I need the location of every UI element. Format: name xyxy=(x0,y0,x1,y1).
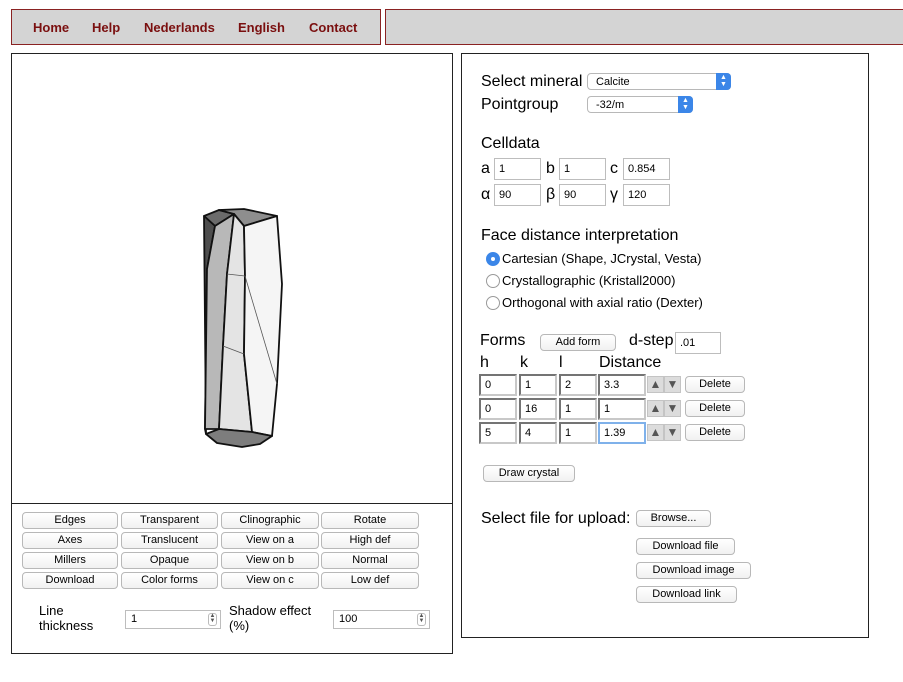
view-on-c-button[interactable]: View on c xyxy=(221,572,319,589)
radio-orthogonal-label[interactable]: Orthogonal with axial ratio (Dexter) xyxy=(502,295,703,310)
millers-button[interactable]: Millers xyxy=(22,552,118,569)
browse-button[interactable]: Browse... xyxy=(636,510,711,527)
delete-form-button[interactable]: Delete xyxy=(685,400,745,417)
cell-gamma-label: γ xyxy=(610,186,618,203)
pointgroup-label: Pointgroup xyxy=(481,96,559,113)
shadow-effect-value: 100 xyxy=(339,613,358,625)
download-link-button[interactable]: Download link xyxy=(636,586,737,603)
rotate-button[interactable]: Rotate xyxy=(321,512,419,529)
form-l-input[interactable]: 1 xyxy=(559,398,597,420)
form-h-input[interactable]: 5 xyxy=(479,422,517,444)
d-step-input[interactable]: .01 xyxy=(675,332,721,354)
nav-english-link[interactable]: English xyxy=(238,20,285,35)
arrow-up-icon[interactable]: ▲ xyxy=(647,400,664,417)
cell-c-input[interactable]: 0.854 xyxy=(623,158,670,180)
opaque-button[interactable]: Opaque xyxy=(121,552,218,569)
radio-orthogonal[interactable] xyxy=(486,296,500,310)
cell-c-label: c xyxy=(610,160,618,177)
forms-label: Forms xyxy=(480,332,526,349)
edges-button[interactable]: Edges xyxy=(22,512,118,529)
view-on-b-button[interactable]: View on b xyxy=(221,552,319,569)
cell-alpha-label: α xyxy=(481,186,491,203)
select-file-label: Select file for upload: xyxy=(481,510,631,527)
crystal-face xyxy=(244,216,282,436)
mineral-select[interactable] xyxy=(587,73,731,90)
download-image-button[interactable]: Download image xyxy=(636,562,751,579)
radio-crystallographic[interactable] xyxy=(486,274,500,288)
form-k-input[interactable]: 1 xyxy=(519,374,557,396)
normal-button[interactable]: Normal xyxy=(321,552,419,569)
arrow-down-icon[interactable]: ▼ xyxy=(664,400,681,417)
top-navigation-bar xyxy=(11,9,381,45)
pointgroup-select-value: -32/m xyxy=(596,99,625,111)
translucent-button[interactable]: Translucent xyxy=(121,532,218,549)
nav-home-link[interactable]: Home xyxy=(33,20,70,35)
face-distance-title: Face distance interpretation xyxy=(481,227,679,244)
form-h-input[interactable]: 0 xyxy=(479,374,517,396)
header-h: h xyxy=(480,354,489,371)
view-on-a-button[interactable]: View on a xyxy=(221,532,319,549)
header-distance: Distance xyxy=(599,354,662,371)
cell-beta-input[interactable]: 90 xyxy=(559,184,606,206)
crystal-drawing xyxy=(12,54,452,503)
spinner-icon[interactable]: ▲ ▼ xyxy=(209,613,216,624)
shadow-effect-label: Shadow effect xyxy=(229,603,312,618)
settings-panel xyxy=(461,53,869,638)
download-button[interactable]: Download xyxy=(22,572,118,589)
nav-contact-link[interactable]: Contact xyxy=(309,20,358,35)
form-distance-input[interactable]: 1.39 xyxy=(598,422,646,444)
form-distance-input[interactable]: 1 xyxy=(598,398,646,420)
cell-gamma-input[interactable]: 120 xyxy=(623,184,670,206)
cell-a-input[interactable]: 1 xyxy=(494,158,541,180)
high-def-button[interactable]: High def xyxy=(321,532,419,549)
celldata-title: Celldata xyxy=(481,135,540,152)
shadow-effect-label-2: (%) xyxy=(229,618,250,633)
radio-cartesian[interactable] xyxy=(486,252,500,266)
arrow-up-icon[interactable]: ▲ xyxy=(647,376,664,393)
form-k-input[interactable]: 16 xyxy=(519,398,557,420)
crystal-viewer-canvas[interactable] xyxy=(11,53,453,504)
color-forms-button[interactable]: Color forms xyxy=(121,572,218,589)
top-bar-right xyxy=(385,9,903,45)
select-mineral-label: Select mineral xyxy=(481,73,583,90)
form-distance-input[interactable]: 3.3 xyxy=(598,374,646,396)
form-k-input[interactable]: 4 xyxy=(519,422,557,444)
arrow-down-icon[interactable]: ▼ xyxy=(664,376,681,393)
cell-alpha-input[interactable]: 90 xyxy=(494,184,541,206)
low-def-button[interactable]: Low def xyxy=(321,572,419,589)
delete-form-button[interactable]: Delete xyxy=(685,376,745,393)
line-thickness-value: 1 xyxy=(131,613,138,625)
cell-beta-label: β xyxy=(546,186,556,203)
transparent-button[interactable]: Transparent xyxy=(121,512,218,529)
clinographic-button[interactable]: Clinographic xyxy=(221,512,319,529)
draw-crystal-button[interactable]: Draw crystal xyxy=(483,465,575,482)
axes-button[interactable]: Axes xyxy=(22,532,118,549)
line-thickness-input[interactable] xyxy=(125,610,221,629)
d-step-label: d-step xyxy=(629,332,674,349)
shadow-effect-input[interactable] xyxy=(333,610,430,629)
viewer-controls-panel xyxy=(11,503,453,654)
line-thickness-label-2: thickness xyxy=(39,618,94,633)
header-k: k xyxy=(520,354,528,371)
header-l: l xyxy=(559,354,563,371)
line-thickness-label: Line xyxy=(39,603,64,618)
cell-b-label: b xyxy=(546,160,555,177)
form-h-input[interactable]: 0 xyxy=(479,398,517,420)
arrow-up-icon[interactable]: ▲ xyxy=(647,424,664,441)
nav-nederlands-link[interactable]: Nederlands xyxy=(144,20,215,35)
cell-b-input[interactable]: 1 xyxy=(559,158,606,180)
arrow-down-icon[interactable]: ▼ xyxy=(664,424,681,441)
add-form-button[interactable]: Add form xyxy=(540,334,616,351)
download-file-button[interactable]: Download file xyxy=(636,538,735,555)
select-updown-icon: ▲ ▼ xyxy=(678,96,693,113)
pointgroup-select[interactable] xyxy=(587,96,693,113)
form-l-input[interactable]: 1 xyxy=(559,422,597,444)
radio-crystallographic-label[interactable]: Crystallographic (Kristall2000) xyxy=(502,273,676,288)
radio-cartesian-label[interactable]: Cartesian (Shape, JCrystal, Vesta) xyxy=(502,251,702,266)
nav-help-link[interactable]: Help xyxy=(92,20,121,35)
form-l-input[interactable]: 2 xyxy=(559,374,597,396)
select-updown-icon: ▲ ▼ xyxy=(716,73,731,90)
delete-form-button[interactable]: Delete xyxy=(685,424,745,441)
spinner-icon[interactable]: ▲ ▼ xyxy=(418,613,425,624)
mineral-select-value: Calcite xyxy=(596,76,630,88)
cell-a-label: a xyxy=(481,160,490,177)
